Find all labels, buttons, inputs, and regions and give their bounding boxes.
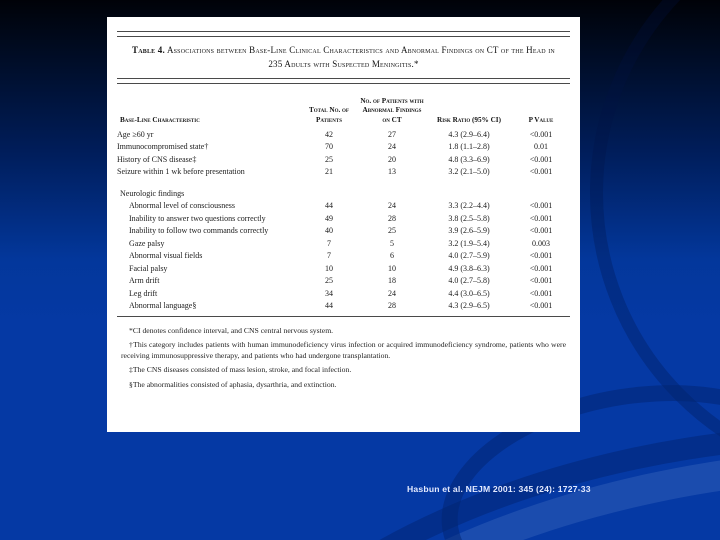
table-row — [117, 166, 570, 179]
characteristic-cell: Age ≥60 yr — [117, 129, 154, 139]
risk-ratio-cell: 4.3 (2.9–6.4) — [448, 129, 490, 139]
table-row — [117, 250, 570, 263]
risk-ratio-cell: 4.3 (2.9–6.5) — [448, 301, 490, 311]
risk-ratio-cell: 4.0 (2.7–5.8) — [448, 276, 490, 286]
risk-ratio-cell: 3.2 (1.9–5.4) — [448, 238, 490, 248]
p-value-cell: <0.001 — [529, 167, 553, 177]
table-row — [117, 300, 570, 313]
abnormal-findings-cell: 6 — [390, 251, 394, 261]
risk-ratio-cell: 4.8 (3.3–6.9) — [448, 154, 490, 164]
abnormal-findings-cell: 13 — [388, 167, 396, 177]
spacer-row — [117, 179, 570, 188]
abnormal-findings-cell: 24 — [388, 142, 396, 152]
total-patients-cell: 40 — [325, 226, 333, 236]
characteristic-cell: Abnormal language§ — [129, 301, 197, 311]
associations-table — [117, 97, 570, 313]
section-header-row — [117, 188, 570, 201]
total-patients-cell: 25 — [325, 276, 333, 286]
total-patients-cell: 7 — [327, 251, 331, 261]
table-row — [117, 213, 570, 226]
bottom-rule — [117, 316, 570, 317]
spacer-cell — [117, 179, 570, 188]
characteristic-cell: History of CNS disease‡ — [117, 154, 197, 164]
journal-table-panel — [107, 17, 580, 432]
table-title-text: Associations between Base-Line Clinical Characteristics and Abnormal Findings on CT of the Head in 235 Adults with Suspected Meningitis.* — [166, 45, 555, 69]
abnormal-findings-cell: 28 — [388, 301, 396, 311]
total-patients-cell: 42 — [325, 129, 333, 139]
abnormal-findings-cell: 20 — [388, 154, 396, 164]
total-patients-cell: 34 — [325, 288, 333, 298]
total-patients-cell: 7 — [327, 238, 331, 248]
risk-ratio-cell: 4.4 (3.0–6.5) — [448, 288, 490, 298]
p-value-cell: <0.001 — [529, 251, 553, 261]
table-row — [117, 225, 570, 238]
abnormal-findings-cell: 10 — [388, 263, 396, 273]
p-value-cell: <0.001 — [529, 288, 553, 298]
risk-ratio-cell: 3.9 (2.6–5.9) — [448, 226, 490, 236]
risk-ratio-cell: 3.2 (2.1–5.0) — [448, 167, 490, 177]
total-patients-cell: 49 — [325, 213, 333, 223]
characteristic-cell: Seizure within 1 wk before presentation — [117, 167, 245, 177]
p-value-cell: <0.001 — [529, 154, 553, 164]
risk-ratio-cell: 3.8 (2.5–5.8) — [448, 213, 490, 223]
col-header-risk-ratio: Risk Ratio (95% CI) — [437, 115, 501, 124]
col-header-characteristic: Base-Line Characteristic — [120, 115, 200, 124]
total-patients-cell: 21 — [325, 167, 333, 177]
table-row — [117, 288, 570, 301]
characteristic-cell: Abnormal visual fields — [129, 251, 203, 261]
table-row — [117, 263, 570, 276]
characteristic-cell: Inability to answer two questions correctly — [129, 213, 266, 223]
p-value-cell: <0.001 — [529, 276, 553, 286]
footnote: *CI denotes confidence interval, and CNS central nervous system. — [129, 325, 334, 335]
characteristic-cell: Abnormal level of consciousness — [129, 201, 235, 211]
title-double-rule — [117, 78, 570, 84]
table-title — [129, 44, 558, 72]
abnormal-findings-cell: 24 — [388, 201, 396, 211]
characteristic-cell: Leg drift — [129, 288, 158, 298]
p-value-cell: 0.003 — [532, 238, 550, 248]
table-header-row — [117, 97, 570, 129]
table-row — [117, 141, 570, 154]
total-patients-cell: 44 — [325, 201, 333, 211]
p-value-cell: <0.001 — [529, 201, 553, 211]
risk-ratio-cell: 4.9 (3.8–6.3) — [448, 263, 490, 273]
col-header-abnormal-findings: No. of Patients with Abnormal Findings on CT — [360, 96, 424, 124]
footnote: ‡The CNS diseases consisted of mass lesion, stroke, and focal infection. — [129, 365, 352, 375]
characteristic-cell: Arm drift — [129, 276, 160, 286]
p-value-cell: <0.001 — [529, 226, 553, 236]
citation-text: Hasbun et al. NEJM 2001: 345 (24): 1727-33 — [407, 484, 591, 494]
table-number-label: Table 4. — [132, 45, 165, 55]
background-ring-decoration — [590, 0, 720, 486]
footnote: †This category includes patients with human immunodeficiency virus infection or acquired immunodeficiency syndrome, patients who were receiving immunosuppressive therapy, and patients who had undergone transplantation. — [121, 340, 566, 361]
abnormal-findings-cell: 27 — [388, 129, 396, 139]
table-row — [117, 275, 570, 288]
p-value-cell: <0.001 — [529, 301, 553, 311]
table-row — [117, 129, 570, 142]
abnormal-findings-cell: 24 — [388, 288, 396, 298]
col-header-p-value: P Value — [528, 115, 554, 124]
footnote: §The abnormalities consisted of aphasia, dysarthria, and extinction. — [129, 379, 337, 389]
abnormal-findings-cell: 25 — [388, 226, 396, 236]
characteristic-cell: Immunocompromised state† — [117, 142, 209, 152]
p-value-cell: 0.01 — [534, 142, 548, 152]
table-row — [117, 200, 570, 213]
abnormal-findings-cell: 5 — [390, 238, 394, 248]
abnormal-findings-cell: 28 — [388, 213, 396, 223]
total-patients-cell: 70 — [325, 142, 333, 152]
col-header-total-patients: Total No. of Patients — [308, 106, 349, 124]
table-row — [117, 238, 570, 251]
characteristic-cell: Gaze palsy — [129, 238, 165, 248]
p-value-cell: <0.001 — [529, 129, 553, 139]
top-double-rule — [117, 31, 570, 37]
p-value-cell: <0.001 — [529, 263, 553, 273]
risk-ratio-cell: 3.3 (2.2–4.4) — [448, 201, 490, 211]
characteristic-cell: Facial palsy — [129, 263, 168, 273]
total-patients-cell: 10 — [325, 263, 333, 273]
p-value-cell: <0.001 — [529, 213, 553, 223]
table-row — [117, 154, 570, 167]
total-patients-cell: 25 — [325, 154, 333, 164]
risk-ratio-cell: 4.0 (2.7–5.9) — [448, 251, 490, 261]
abnormal-findings-cell: 18 — [388, 276, 396, 286]
characteristic-cell: Inability to follow two commands correctly — [129, 226, 269, 236]
risk-ratio-cell: 1.8 (1.1–2.8) — [448, 142, 490, 152]
section-label-cell: Neurologic findings — [120, 188, 185, 198]
total-patients-cell: 44 — [325, 301, 333, 311]
table-footnotes — [117, 326, 570, 390]
